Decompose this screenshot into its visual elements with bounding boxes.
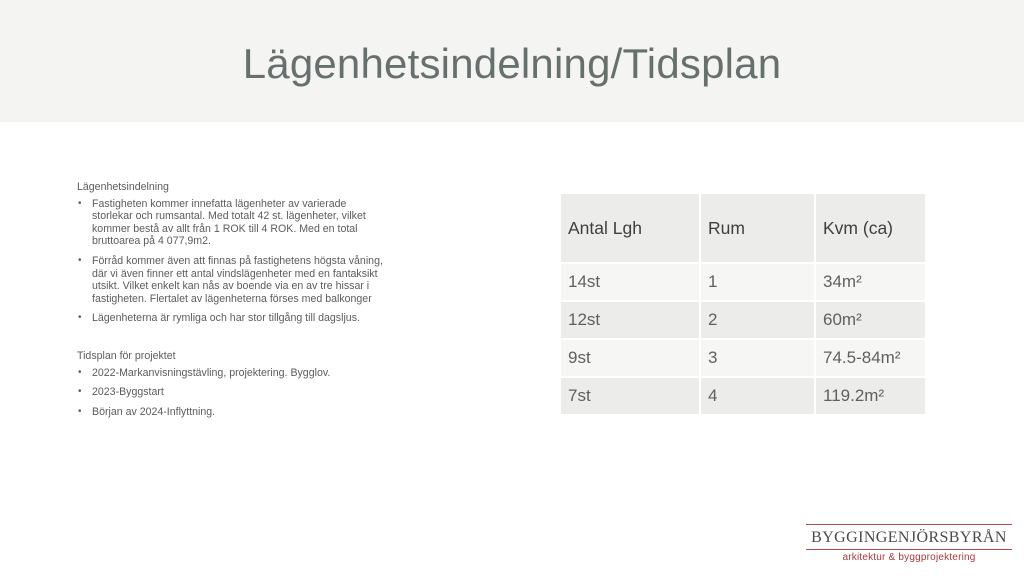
timeline-bullet-list (77, 367, 387, 419)
logo-name: BYGGINGENJÖRSBYRÅN (811, 529, 1007, 546)
table-cell: 74.5-84m² (816, 340, 927, 378)
table-cell: 1 (701, 264, 816, 302)
section-heading-timeline: Tidsplan för projektet (77, 349, 176, 362)
table-row (561, 378, 927, 416)
list-item: • 2022-Markanvisningstävling, projektering. Bygglov. (77, 367, 387, 380)
table-cell: 4 (701, 378, 816, 416)
company-logo (806, 524, 1012, 563)
column-header: Kvm (ca) (816, 194, 927, 264)
table-cell: 60m² (816, 302, 927, 340)
section-heading-apartments: Lägenhetsindelning (77, 181, 169, 193)
apartment-bullet-list (77, 198, 387, 325)
table-cell: 14st (561, 264, 701, 302)
table-cell: 12st (561, 302, 701, 340)
column-header: Antal Lgh (561, 194, 701, 264)
table-cell: 3 (701, 340, 816, 378)
logo-tagline: arkitektur & byggprojektering (842, 552, 976, 563)
list-item: • Lägenheterna är rymliga och har stor tillgång till dagsljus. (77, 312, 387, 325)
column-header: Rum (701, 194, 816, 264)
table-header-row (561, 194, 927, 264)
table-row (561, 264, 927, 302)
title-banner (0, 0, 1024, 122)
list-item: • Början av 2024-Inflyttning. (77, 406, 387, 419)
list-item: • Fastigheten kommer innefatta lägenheter av varierade storlekar och rumsantal. Med totalt 42 st. lägenheter, vilket kommer bestå av allt från 1 ROK till 4 ROK. Med en total bruttoarea på 4 077,9m2. (77, 198, 387, 248)
page-title: Lägenhetsindelning/Tidsplan (242, 40, 782, 87)
table-cell: 9st (561, 340, 701, 378)
list-item: • Förråd kommer även att finnas på fastighetens högsta våning, där vi även finner ett antal vindslägenheter med en fantaksikt utsikt. Vilket enkelt kan nås av boende via en av tre hissar i fastigheten. Flertalet av lägenheterna förses med balkonger (77, 255, 387, 305)
text-column (77, 181, 387, 425)
table-row (561, 340, 927, 378)
table-cell: 7st (561, 378, 701, 416)
list-item: • 2023-Byggstart (77, 386, 387, 399)
table-row (561, 302, 927, 340)
table-cell: 119.2m² (816, 378, 927, 416)
table-cell: 34m² (816, 264, 927, 302)
table-cell: 2 (701, 302, 816, 340)
apartment-table (561, 194, 927, 416)
